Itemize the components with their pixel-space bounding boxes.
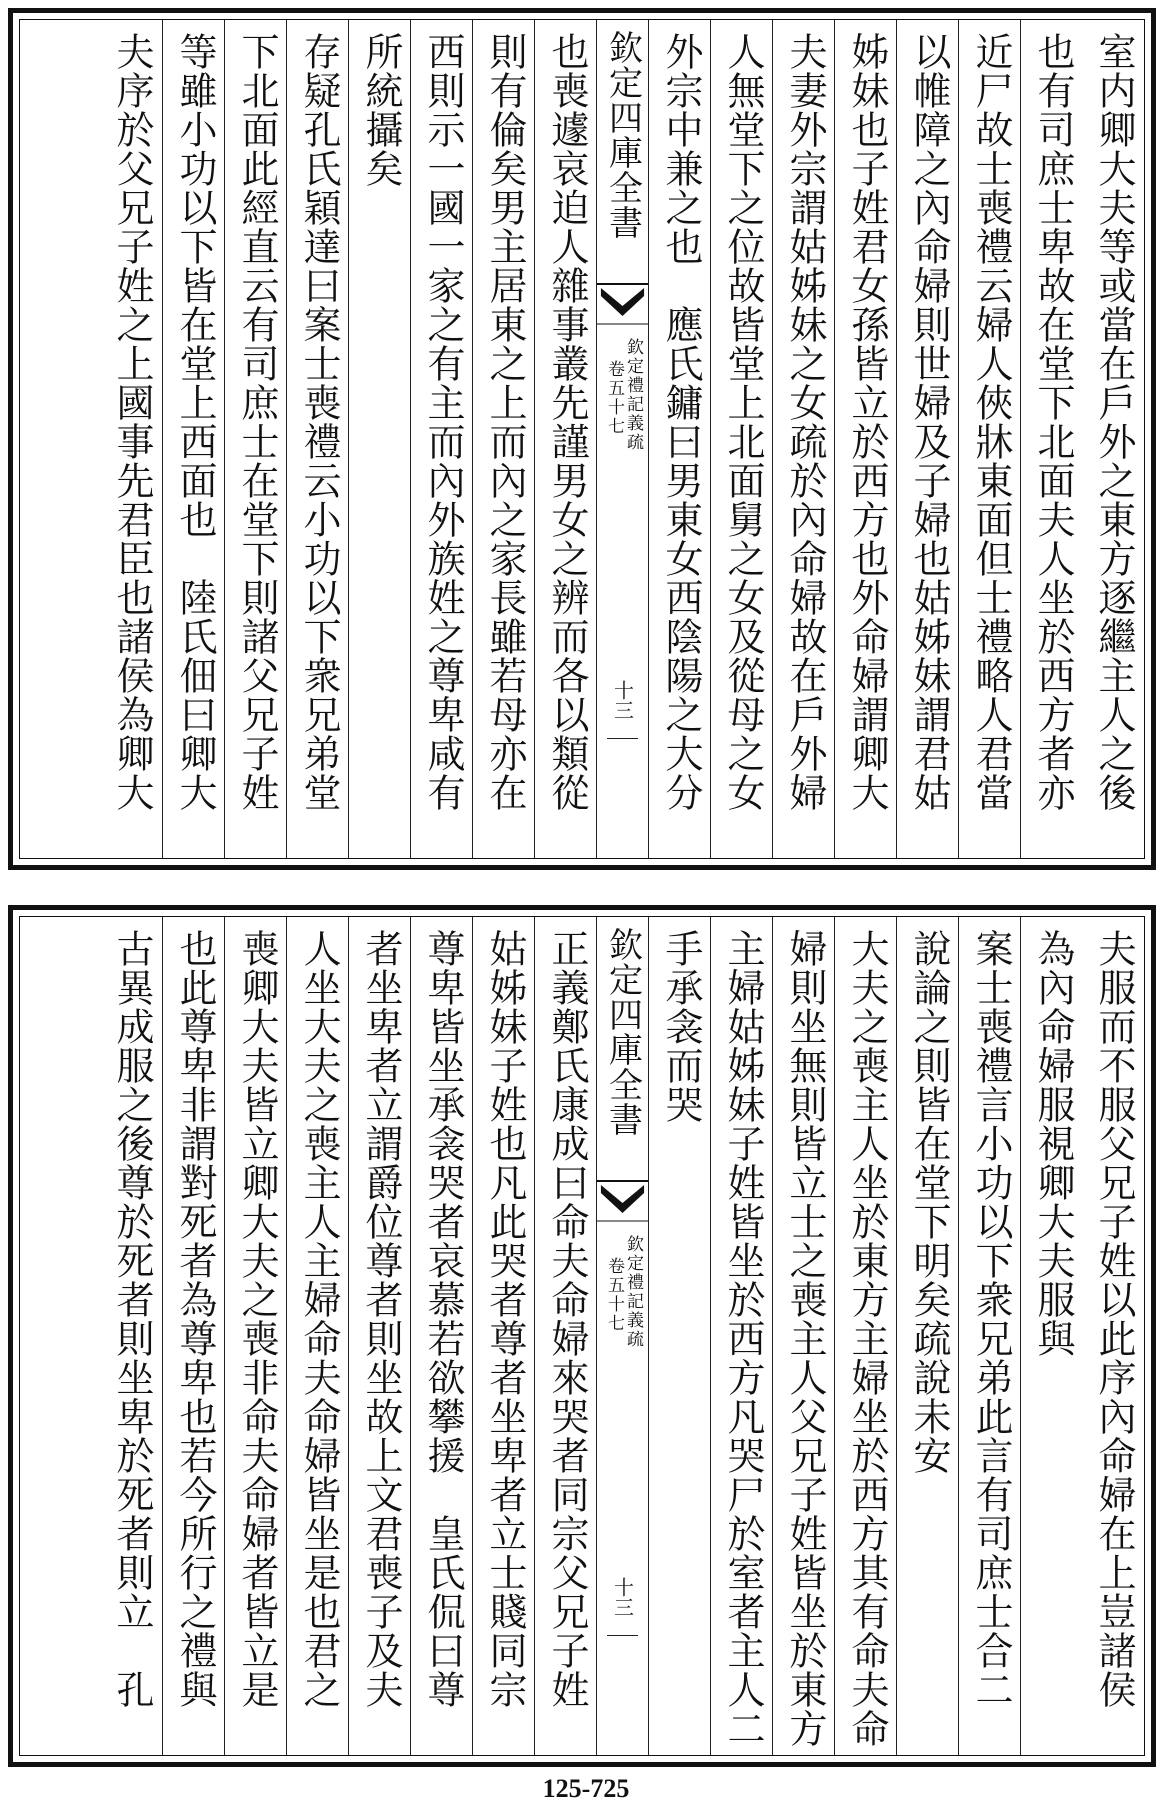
text-column (834, 917, 896, 1755)
text-column (1082, 20, 1144, 858)
column-text: 存疑孔氏穎達曰案士喪禮云小功以下衆兄弟堂 (297, 32, 341, 812)
column-text: 古異成服之後尊於死者則坐卑於死者則立 孔 (110, 929, 154, 1709)
column-text: 夫服而不服父兄子姓以此序內命婦在上豈諸侯 (1092, 929, 1136, 1709)
column-text: 姊妹也子姓君女孫皆立於西方也外命婦謂卿大 (845, 32, 889, 812)
column-text: 等雖小功以下皆在堂上西面也 陸氏佃曰卿大 (173, 32, 217, 812)
text-column (286, 20, 348, 858)
column-text: 夫妻外宗謂姑姊妹之女疏於內命婦故在戶外婦 (783, 32, 827, 812)
column-text: 人坐大夫之喪主人主婦命夫命婦皆坐是也君之 (297, 929, 341, 1709)
column-text: 則有倫矣男主居東之上而內之家長雖若母亦在 (483, 32, 527, 812)
text-column (162, 20, 224, 858)
text-column (100, 917, 162, 1755)
bottom-page-panel (8, 905, 1156, 1767)
column-text: 大夫之喪主人坐於東方主婦坐於西方其有命夫命 (845, 929, 889, 1748)
text-column (648, 917, 710, 1755)
top-page-panel (8, 8, 1156, 870)
volume-name: 欽定禮記義疏 (623, 1235, 643, 1349)
column-text: 案士喪禮言小功以下衆兄弟此言有司庶士合二 (969, 929, 1013, 1709)
text-column (896, 917, 958, 1755)
text-column (834, 20, 896, 858)
column-text: 為內命婦服視卿大夫服與 (1031, 929, 1075, 1358)
text-column (1020, 917, 1082, 1755)
column-text: 近尸故士喪禮云婦人俠牀東面但士禮略人君當 (969, 32, 1013, 812)
column-text: 婦則坐無則皆立士之喪主人父兄子姓皆坐於東方 (783, 929, 827, 1748)
column-text: 以帷障之內命婦則世婦及子婦也姑姊妹謂君姑 (907, 32, 951, 812)
text-column (224, 20, 286, 858)
text-column (534, 917, 596, 1755)
text-column (472, 20, 534, 858)
book-title: 欽定四庫全書 (602, 30, 643, 240)
column-text: 室内卿大夫等或當在戶外之東方逐繼主人之後 (1092, 32, 1136, 812)
column-text: 所統攝矣 (359, 32, 403, 188)
text-column (1020, 20, 1082, 858)
column-text: 下北面此經直云有司庶士在堂下則諸父兄子姓 (235, 32, 279, 812)
text-column (710, 917, 772, 1755)
volume-name: 欽定禮記義疏 (623, 338, 643, 452)
text-column (958, 917, 1020, 1755)
column-text: 者坐卑者立謂爵位尊者則坐故上文君喪子及夫 (359, 929, 403, 1709)
text-column (348, 917, 410, 1755)
center-fold-column (596, 20, 648, 858)
column-text: 西則示一國一家之有主而內外族姓之尊卑咸有 (421, 32, 465, 812)
text-column (648, 20, 710, 858)
column-text: 說論之則皆在堂下明矣疏說未安 (907, 929, 951, 1475)
column-text: 也此尊卑非謂對死者為尊卑也若今所行之禮與 (173, 929, 217, 1709)
center-rule (607, 1635, 638, 1636)
text-column (896, 20, 958, 858)
text-column (772, 20, 834, 858)
text-column (100, 20, 162, 858)
text-column (472, 917, 534, 1755)
book-title: 欽定四庫全書 (602, 927, 643, 1137)
column-text: 姑姊妹子姓也凡此哭者尊者坐卑者立士賤同宗 (483, 929, 527, 1709)
fishtail-ornament-icon (597, 1179, 648, 1223)
text-column (286, 917, 348, 1755)
text-column (534, 20, 596, 858)
text-column (410, 20, 472, 858)
column-text: 也有司庶士卑故在堂下北面夫人坐於西方者亦 (1031, 32, 1075, 812)
text-column (1082, 917, 1144, 1755)
column-text: 夫序於父兄子姓之上國事先君臣也諸侯為卿大 (110, 32, 154, 812)
chapter-number: 卷五十七 (604, 360, 624, 436)
column-text: 正義鄭氏康成曰命夫命婦來哭者同宗父兄子姓 (545, 929, 589, 1709)
column-text: 喪卿大夫皆立卿大夫之喪非命夫命婦者皆立是 (235, 929, 279, 1709)
leaf-page-number: 十三 (610, 680, 635, 720)
column-text: 主婦姑姊妹子姓皆坐於西方凡哭尸於室者主人二 (721, 929, 765, 1748)
bottom-page-text-frame (19, 916, 1145, 1756)
text-column (348, 20, 410, 858)
column-text: 人無堂下之位故皆堂上北面舅之女及從母之女 (721, 32, 765, 812)
text-column (162, 917, 224, 1755)
page-footer-number: 125-725 (542, 1774, 630, 1803)
leaf-page-number: 十三 (610, 1577, 635, 1617)
column-text: 手承衾而哭 (659, 929, 703, 1124)
column-text: 也喪遽哀迫人雜事叢先謹男女之辨而各以類從 (545, 32, 589, 812)
center-fold-column (596, 917, 648, 1755)
top-page-text-frame (19, 19, 1145, 859)
text-column (224, 917, 286, 1755)
fishtail-ornament-icon (597, 282, 648, 326)
column-text: 外宗中兼之也 應氏鏞曰男東女西陰陽之大分 (659, 32, 703, 812)
text-column (772, 917, 834, 1755)
center-rule (607, 738, 638, 739)
column-text: 尊卑皆坐承衾哭者哀慕若欲攀援 皇氏侃曰尊 (421, 929, 465, 1709)
text-column (410, 917, 472, 1755)
text-column (958, 20, 1020, 858)
text-column (710, 20, 772, 858)
chapter-number: 卷五十七 (604, 1257, 624, 1333)
